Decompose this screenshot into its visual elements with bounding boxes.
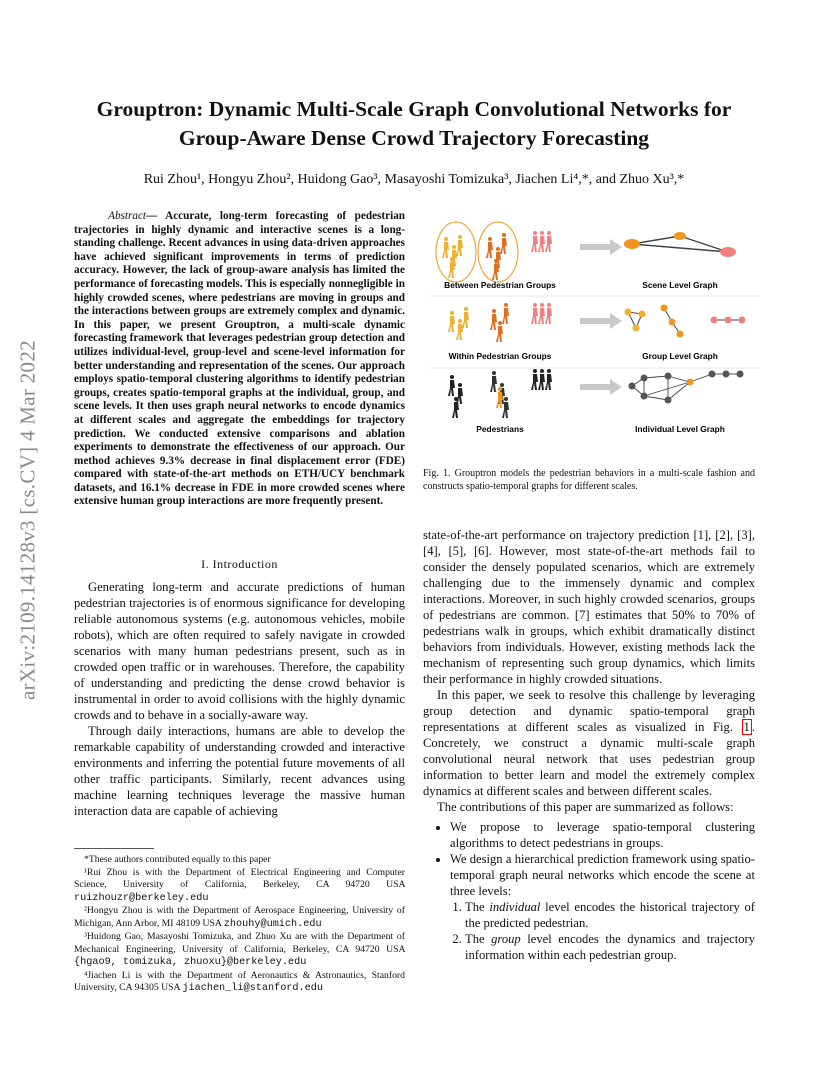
abstract-text: — Accurate, long-term forecasting of pedestrian trajectories in highly dynamic and interactive scenes is a long-standing challenge. Recent advances in using data-driven approaches have achieved significant improvements in terms of prediction accuracy. However, the lack of group-aware analysis has limited the performance of forecasting models. This is especially nonnegligible in highly crowded scenes, where pedestrians are moving in groups and the interactions between groups are extremely complex and dynamic. In this paper, we present Grouptron, a multi-scale dynamic forecasting framework that leverages pedestrian group detection and utilizes individual-level, group-level and scene-level information for better understanding and representation of the scenes. Our approach employs spatio-temporal clustering algorithms to identify pedestrian groups, creates spatio-temporal graphs at the individual, group, and scene levels. It then uses graph neural networks to encode dynamics at different scales and aggregate the embeddings for trajectory prediction. We conducted extensive comparisons and ablation experiments to demonstrate the effectiveness of our approach. Our method achieves 9.3% decrease in final displacement error (FDE) compared with state-of-the-art methods on ETH/UCY benchmark datasets, and 16.1% decrease in FDE in more crowded scenes where extensive human group interactions are more frequently present. bbox=[74, 210, 406, 508]
intro-paragraph-1: Generating long-term and accurate predictions of human pedestrian trajectories is of enormous significance for developing reliable autonomous systems (e.g. autonomous vehicles, mobile robots), which are often required to safely navigate in crowded scenarios with many human pedestrians present, such as in crowded open traffic or in warehouses. Therefore, the capability of understanding and predicting the dense crowd behavior is instrumental in order to avoid collisions with the highly dynamic crowds and to behave in a socially-aware way. bbox=[74, 580, 405, 722]
figure-caption: Fig. 1. Grouptron models the pedestrian behaviors in a multi-scale fashion and constructs spatio-temporal graphs for different scales. bbox=[423, 468, 755, 492]
label-scene-level: Scene Level Graph bbox=[642, 280, 718, 290]
label-group-level: Group Level Graph bbox=[642, 351, 718, 361]
figure-1 bbox=[430, 218, 760, 440]
footnote-2-email[interactable]: zhouhy@umich.edu bbox=[223, 918, 322, 930]
footnote-equal: *These authors contributed equally to this paper bbox=[84, 854, 271, 865]
arrow-3 bbox=[580, 379, 622, 395]
footnote-4: ⁴Jiachen Li is with the Department of Aeronautics & Astronautics, Stanford University, CA 94305 USA jiachen_li@stanford.edu bbox=[74, 969, 405, 994]
label-within-groups: Within Pedestrian Groups bbox=[448, 351, 552, 361]
footnote-3: ³Huidong Gao, Masayoshi Tomizuka, and Zhuo Xu are with the Department of Mechanical Engineering, University of California, Berkeley, CA 94720 USA {hgao9, tomizuka, zhuoxu}@berkeley.edu bbox=[74, 931, 405, 968]
figure-reference-link[interactable]: 1 bbox=[743, 720, 750, 734]
paper-title bbox=[60, 95, 768, 153]
author-list: Rui Zhou¹, Hongyu Zhou², Huidong Gao³, Masayoshi Tomizuka³, Jiachen Li⁴,*, and Zhuo Xu³,* bbox=[143, 172, 685, 187]
levels-list bbox=[423, 899, 755, 963]
individual-level-graph bbox=[629, 371, 744, 404]
right-paragraph-3: The contributions of this paper are summarized as follows: bbox=[437, 800, 734, 814]
arrow-2 bbox=[580, 313, 622, 329]
abstract bbox=[74, 210, 405, 509]
arxiv-id: arXiv:2109.14128v3 [cs.CV] 4 Mar 2022 bbox=[15, 340, 40, 700]
right-paragraph-1: state-of-the-art performance on trajectory prediction [1], [2], [3], [4], [5], [6]. However, most state-of-the-art methods fail to consider the densely populated scenarios, which are extremely challenging due to the immensely dynamic and complex interactions. Moreover, in such highly crowded scenarios, groups of pedestrians are common. [7] estimates that 50% to 70% of pedestrians walk in groups, which exhibit dramatically distinct behaviors from individuals. However, existing methods lack the mechanism of representing such group dynamics, which limits their performance in highly crowded situations. bbox=[423, 528, 755, 686]
right-paragraph-2: In this paper, we seek to resolve this challenge by leveraging group detection and dynamic spatio-temporal graph representations at different scales as visualized in Fig. 1 . Concretely, we construct a dynamic multi-scale graph convolutional neural network that uses pedestrian group information to better learn and model the extremely complex dynamics at different scales and between different scales. bbox=[423, 688, 755, 798]
title-line-2: Group-Aware Dense Crowd Trajectory Forecasting bbox=[178, 126, 650, 150]
footnote-2: ²Hongyu Zhou is with the Department of Aerospace Engineering, University of Michigan, Ann Arbor, MI 48109 USA zhouhy@umich.edu bbox=[74, 905, 405, 930]
section-heading: I. Introduction bbox=[201, 557, 278, 571]
group-level-graph bbox=[625, 305, 746, 338]
right-column-body bbox=[423, 527, 755, 963]
intro-body bbox=[74, 579, 405, 819]
arxiv-stamp bbox=[8, 290, 48, 750]
intro-paragraph-2: Through daily interactions, humans are able to develop the remarkable capability of understanding crowded and interactive environments and inferring the potential future movements of all other traffic participants. Similarly, recent advances using machine learning techniques leverage the massive human interaction data are capable of achieving bbox=[74, 724, 405, 818]
pedestrians-illustration bbox=[448, 369, 552, 418]
title-line-1: Grouptron: Dynamic Multi-Scale Graph Convolutional Networks for bbox=[96, 97, 732, 121]
label-individual-level: Individual Level Graph bbox=[635, 424, 725, 434]
within-groups-illustration bbox=[448, 303, 552, 342]
arrow-1 bbox=[580, 239, 622, 255]
footnote-4-email[interactable]: jiachen_li@stanford.edu bbox=[182, 983, 323, 994]
footnotes bbox=[74, 854, 405, 996]
footnote-1-email[interactable]: ruizhouzr@berkeley.edu bbox=[74, 892, 209, 904]
footnote-3-email[interactable]: {hgao9, tomizuka, zhuoxu}@berkeley.edu bbox=[74, 957, 307, 968]
between-groups-illustration bbox=[436, 222, 552, 282]
footnote-divider bbox=[74, 848, 154, 849]
footnote-1: ¹Rui Zhou is with the Department of Electrical Engineering and Computer Science, University of California, Berkeley, CA 94720 USA ruizhouzr@berkeley.edu bbox=[74, 866, 405, 904]
abstract-label: Abstract bbox=[108, 210, 147, 222]
contribution-2: • We design a hierarchical prediction framework using spatio-temporal graph neural networks which encode the scene at three levels: bbox=[450, 851, 755, 899]
level-group: 2. The group level encodes the dynamics and trajectory information within each pedestrian group. bbox=[465, 931, 755, 963]
label-between-groups: Between Pedestrian Groups bbox=[444, 280, 556, 290]
contribution-1: • We propose to leverage spatio-temporal clustering algorithms to detect pedestrians in groups. bbox=[450, 819, 755, 851]
level-individual: 1. The individual level encodes the historical trajectory of the predicted pedestrian. bbox=[465, 899, 755, 931]
contribution-list bbox=[423, 819, 755, 899]
scene-level-graph bbox=[624, 232, 736, 257]
label-pedestrians: Pedestrians bbox=[476, 424, 524, 434]
